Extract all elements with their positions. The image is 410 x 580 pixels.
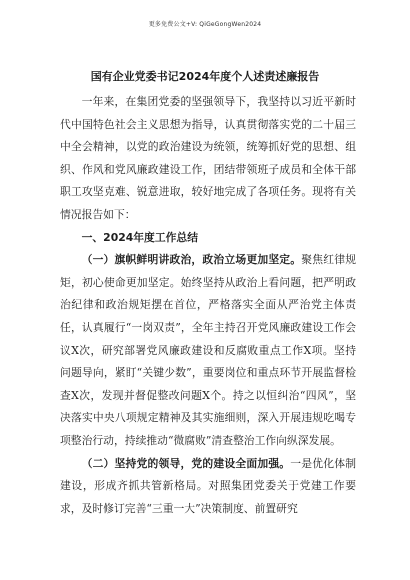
- section-heading: 一、2024年度工作总结: [81, 230, 199, 244]
- item-2-body: 一是优化体制建设，形成齐抓共管新格局。对照集团党委关于党建工作要求，及时修订完善“三重一大”决策制度、前置研究: [60, 456, 357, 515]
- document-title: 国有企业党委书记2024年度个人述责述廉报告: [90, 70, 320, 83]
- document-body: [60, 91, 356, 520]
- item-1-paragraph: [60, 249, 356, 452]
- item-1-heading: （一）旗帜鲜明讲政治，政治立场更加坚定。: [81, 253, 302, 267]
- item-2-paragraph: [60, 453, 356, 521]
- item-2-heading: （二）坚持党的领导，党的建设全面加强。: [81, 456, 291, 470]
- intro-paragraph: 一年来，在集团党委的坚强领导下，我坚持以习近平新时代中国特色社会主义思想为指导，认真贯彻落实党的二十届三中全会精神，以党的政治建设为统领，统筹抓好党的思想、组织、作风和党风廉政建设工作，团结带领班子成员和全体干部职工攻坚克难、锐意进取，较好地完成了各项任务。现将有关情况报告如下：: [60, 95, 356, 221]
- item-1-body: 聚焦红律规矩，初心使命更加坚定。始终坚持从政治上看问题，把严明政治纪律和政治规矩摆在首位，严格落实全面从严治党主体责任，认真履行“一岗双责”，全年主持召开党风廉政建设工作会议X次，研究部署党风廉政建设和反腐败重点工作X项。坚持问题导向，紧盯“关键少数”，重要岗位和重点环节开展监督检查X次，发现并督促整改问题X个。持之以恒纠治“四风”，坚决落实中央八项规定精神及其实施细则，深入开展违规吃喝专项整治行动，持续推动“微腐败”清查整治工作向纵深发展。: [60, 253, 357, 447]
- header-note: 更多免费公文+V: QiGeGongWen2024: [148, 21, 262, 28]
